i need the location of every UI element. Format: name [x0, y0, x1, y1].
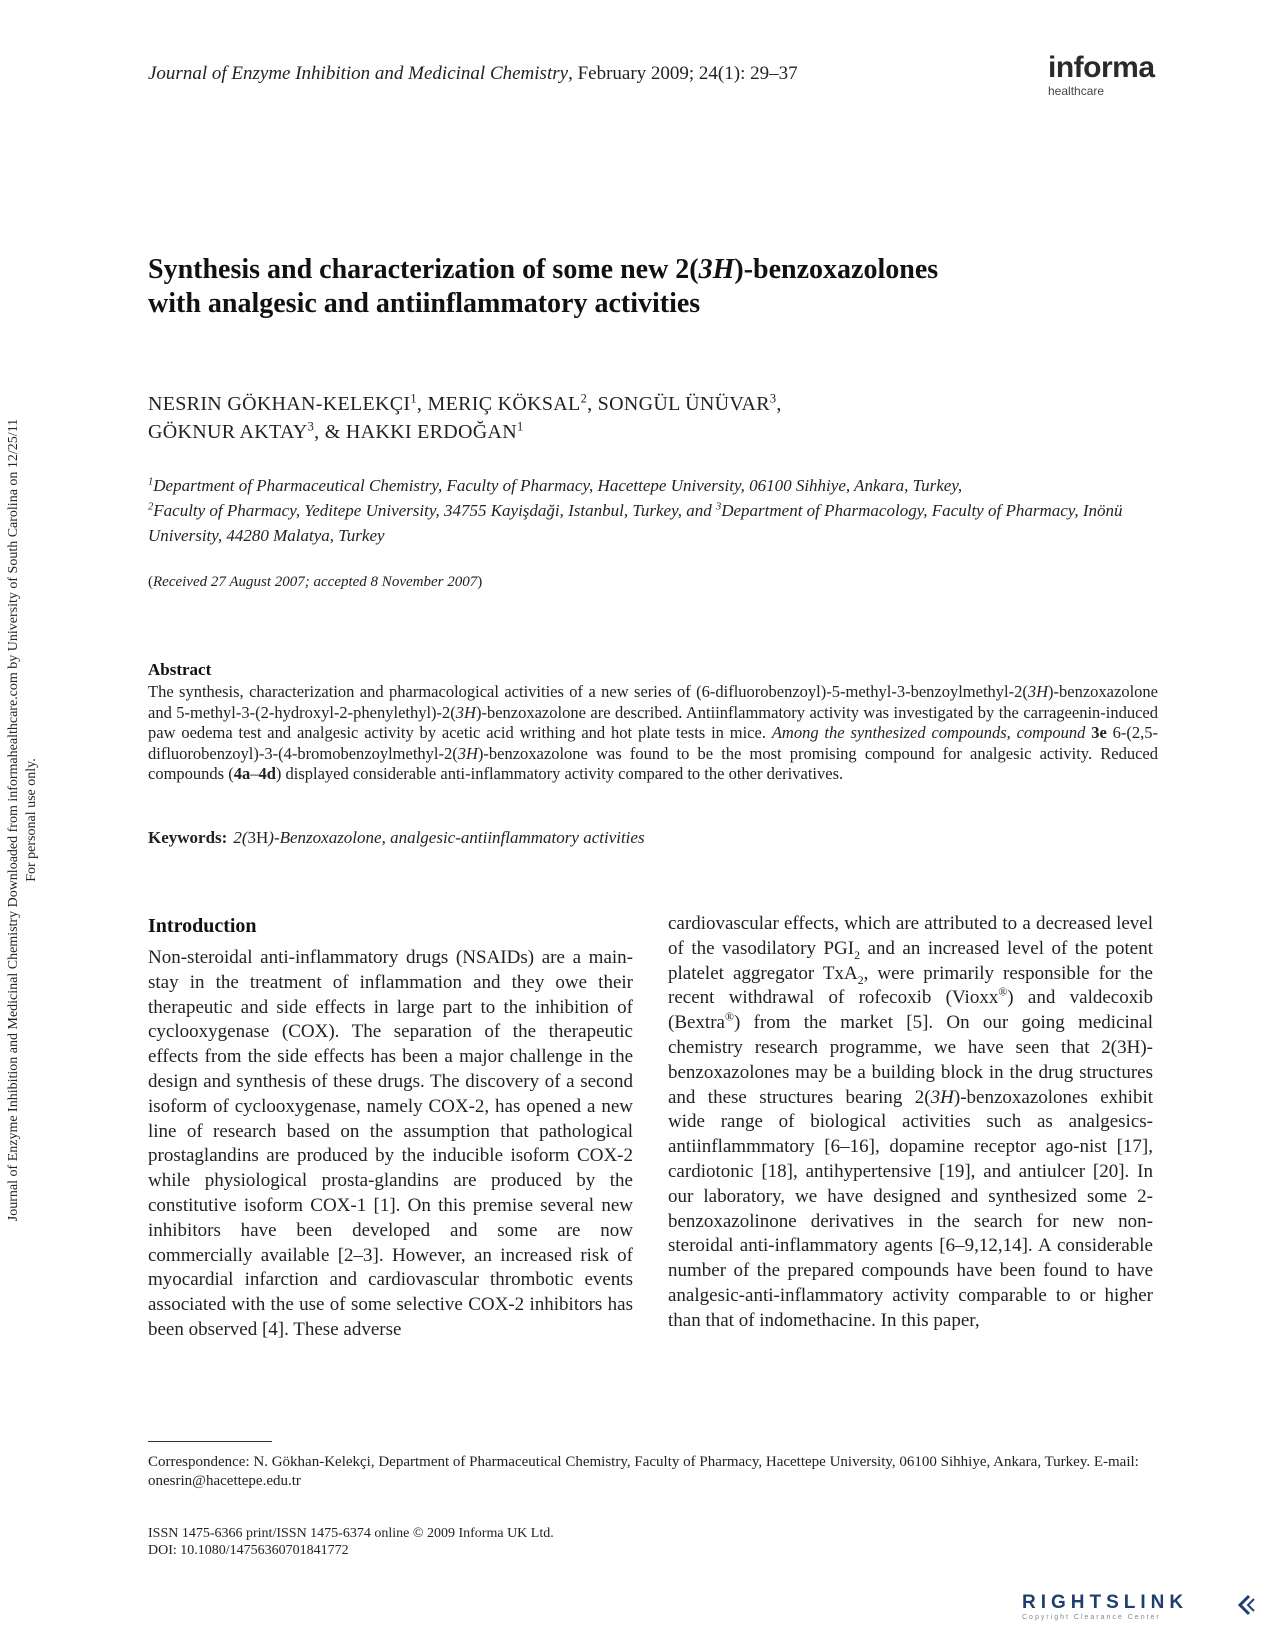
affil-marker: 2 [148, 501, 154, 513]
author: MERIÇ KÖKSAL$^2$, [427, 391, 598, 415]
title-part: Synthesis and characterization of some new 2( [148, 254, 699, 285]
journal-header [148, 63, 798, 85]
abstract-body: The synthesis, characterization and pharmacological activities of a new series of (6-difluorobenzoyl)-5-methyl-3-benzoylmethyl-2(3H)-benzoxazolone and 5-methyl-3-(2-hydroxyl-2-phenylethyl)-2(3H)-benzoxazolone are described. Antiinflammatory activity was investigated by the carrageenin-induced paw oedema test and analgesic activity by acetic acid writhing and hot plate tests in mice. Among the synthesized compounds, compound 3e 6-(2,5-difluorobenzoyl)-3-(4-bromobenzoylmethyl-2(3H)-benzoxazolone was found to be the most promising compound for analgesic activity. Reduced compounds (4a–4d) displayed considerable anti-inflammatory activity compared to the other derivatives. [148, 682, 1159, 784]
affil-marker: 3 [715, 501, 722, 513]
author: HAKKI ERDOĞAN$^1$ [345, 419, 524, 443]
footnote-rule [148, 1441, 272, 1442]
rightslink-subtitle: Copyright Clearance Center [1022, 1614, 1161, 1621]
keywords-text: 2(3H)-Benzoxazolone, analgesic-antiinflammatory activities [233, 828, 645, 847]
affil-marker: 1 [148, 476, 154, 488]
author: SONGÜL ÜNÜVAR$^3$, [597, 391, 782, 415]
title-line-2: with analgesic and antiinflammatory activities [148, 288, 701, 319]
correspondence-footnote: Correspondence: N. Gökhan-Kelekçi, Department of Pharmaceutical Chemistry, Faculty of Pharmacy, Hacettepe University, 06100 Sihhiye, Ankara, Turkey. E-mail: onesrin@hacettepe.edu.tr [148, 1454, 1139, 1489]
affiliation-2: Faculty of Pharmacy, Yeditepe University, 34755 Kayişdaği, Istanbul, Turkey, and [153, 501, 716, 520]
watermark-line-1: Journal of Enzyme Inhibition and Medicinal Chemistry Downloaded from informahealthcare.com by University of South Carolina on 12/25/11 [6, 418, 21, 1222]
doi-line: DOI: 10.1080/14756360701841772 [148, 1543, 349, 1558]
issue-info: , February 2009; 24(1): 29–37 [568, 63, 798, 84]
download-watermark [6, 340, 40, 1300]
title-italic: 3H [698, 254, 735, 285]
received-dates: (Received 27 August 2007; accepted 8 November 2007) [148, 574, 483, 590]
rightslink-word: RIGHTSLINK [1022, 1592, 1189, 1613]
author: GÖKNUR AKTAY$^3$, & [148, 419, 346, 443]
intro-right-column: cardiovascular effects, which are attributed to a decreased level of the vasodilatory $PGI_2$ and an increased level of the potent platelet aggregator TxA$_2$, were primarily responsible for the recent withdrawal of rofecoxib (Vioxx®) and valdecoxib (Bextra®) from the market [5]. On our going medicinal chemistry research programme, we have seen that 2(3H)-benzoxazolones may be a building block in the drug structures and these structures bearing 2(3H)-benzoxazolones exhibit wide range of biological activities such as analgesics-antiinflammmatory [6–16], dopamine receptor ago-nist [17], cardiotonic [18], antihypertensive [19], and antiulcer [20]. In our laboratory, we have designed and synthesized some 2-benzoxazolinone derivatives in the search for new non-steroidal anti-inflammatory agents [6–9,12,14]. A considerable number of the prepared compounds have been found to have analgesic-anti-inflammatory activity comparable to or higher than that of indomethacine. In this paper, [668, 913, 1154, 1331]
watermark-line-2: For personal use only. [24, 758, 39, 882]
introduction-heading: Introduction [148, 915, 257, 937]
logo-subtitle: healthcare [1048, 84, 1105, 98]
affiliation-1: Department of Pharmaceutical Chemistry, Faculty of Pharmacy, Hacettepe University, 06100 Sihhiye, Ankara, Turkey, [153, 476, 963, 495]
logo-word: informa [1048, 51, 1155, 84]
informa-logo [1048, 52, 1158, 98]
keywords [148, 828, 645, 848]
received-text: Received 27 August 2007; accepted 8 November 2007 [153, 574, 478, 590]
journal-name: Journal of Enzyme Inhibition and Medicinal Chemistry [148, 63, 569, 84]
intro-left-column: Non-steroidal anti-inflammatory drugs (NSAIDs) are a main-stay in the treatment of inflammation and they owe their therapeutic and side effects in large part to the inhibition of cyclooxygenase (COX). The separation of the therapeutic effects from the side effects has been a major challenge in the design and synthesis of these drugs. The discovery of a second isoform of cyclooxygenase, namely COX-2, has opened a new line of research based on the assumption that pathological prostaglandins are produced by the inducible isoform COX-2 while physiological prosta-glandins are produced by the constitutive isoform COX-1 [1]. On this premise several new inhibitors have been developed and some are now commercially available [2–3]. However, an increased risk of myocardial infarction and cardiovascular thrombotic events associated with the use of some selective COX-2 inhibitors has been observed [4]. These adverse [148, 947, 633, 1340]
author-list [148, 390, 1148, 446]
affiliations [148, 473, 1158, 548]
author: NESRIN GÖKHAN-KELEKÇI$^1$, [148, 391, 428, 415]
rightslink-logo [1022, 1593, 1262, 1627]
rightslink-chevron-icon [1234, 1593, 1258, 1617]
affiliation-3: Department of Pharmacology, Faculty of Pharmacy, Inönü University, 44280 Malatya, Turkey [148, 501, 1123, 545]
issn-block [148, 1525, 554, 1559]
keywords-label: Keywords: [148, 828, 228, 847]
abstract-heading: Abstract [148, 660, 212, 679]
title-part: )-benzoxazolones [734, 254, 939, 285]
issn-line: ISSN 1475-6366 print/ISSN 1475-6374 online © 2009 Informa UK Ltd. [148, 1526, 554, 1541]
article-title [148, 253, 1158, 321]
